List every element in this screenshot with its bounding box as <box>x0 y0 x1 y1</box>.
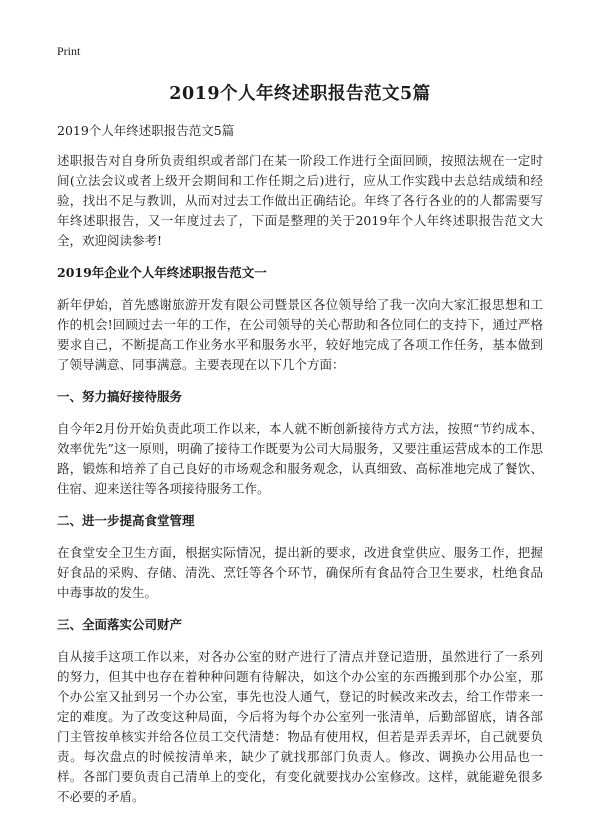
opening-paragraph: 新年伊始，首先感谢旅游开发有限公司暨景区各位领导给了我一次向大家汇报思想和工作的机会!回顾过去一年的工作，在公司领导的关心帮助和各位同仁的支持下，通过严格要求自己，不断提高工作业务水平和服务水平，较好地完成了各项工作任务，基本做到了领导满意、同事满意。主要表现在以下几个方面： <box>57 297 543 372</box>
document-subtitle: 2019个人年终述职报告范文5篇 <box>57 123 235 138</box>
print-label: Print <box>57 44 81 58</box>
heading-company-assets: 三、全面落实公司财产 <box>57 617 183 632</box>
reception-paragraph: 自今年2月份开始负责此项工作以来，本人就不断创新接待方式方法，按照“节约成本、效率优先”这一原则，明确了接待工作既要为公司大局服务，又要注重运营成本的工作思路，锻炼和培养了自己良好的市场观念和服务观念，认真细致、高标准地完成了餐饮、住宿、迎来送往等各项接待服务工作。 <box>57 421 543 496</box>
assets-paragraph: 自从接手这项工作以来，对各办公室的财产进行了清点并登记造册，虽然进行了一系列的努力，但其中也存在着种种问题有待解决，如这个办公室的东西搬到那个办公室，那个办公室又扯到另一个办公室，事先也没人通气，登记的时候改来改去，给工作带来一定的难度。为了改变这种局面，今后将为每个办公室列一张清单，后勤部留底，请各部门主管按单核实并给各位员工交代清楚：物品有使用权，但若是弄丢弄坏，自己就要负责。每次盘点的时候按清单来，缺少了就找那部门负责人。修改、调换办公用品也一样。各部门要负责自己清单上的变化，有变化就要找办公室修改。这样，就能避免很多不必要的矛盾。 <box>57 649 543 804</box>
canteen-paragraph: 在食堂安全卫生方面，根据实际情况，提出新的要求，改进食堂供应、服务工作，把握好食品的采购、存储、清洗、烹饪等各个环节，确保所有食品符合卫生要求，杜绝食品中毒事故的发生。 <box>57 545 543 600</box>
intro-paragraph: 述职报告对自身所负责组织或者部门在某一阶段工作进行全面回顾，按照法规在一定时间(立法会议或者上级开会期间和工作任期之后)进行，应从工作实践中去总结成绩和经验，找出不足与教训，从而对过去工作做出正确结论。年终了各行各业的的人都需要写年终述职报告，又一年度过去了，下面是整理的关于2019年个人年终述职报告范文大全，欢迎阅读参考! <box>57 153 543 248</box>
document-body <box>57 121 543 819</box>
heading-canteen-management: 二、进一步提高食堂管理 <box>57 513 195 528</box>
section-title: 2019年企业个人年终述职报告范文一 <box>57 265 267 280</box>
page-title: 2019个人年终述职报告范文5篇 <box>169 84 431 104</box>
heading-reception-service: 一、努力搞好接待服务 <box>57 389 183 404</box>
